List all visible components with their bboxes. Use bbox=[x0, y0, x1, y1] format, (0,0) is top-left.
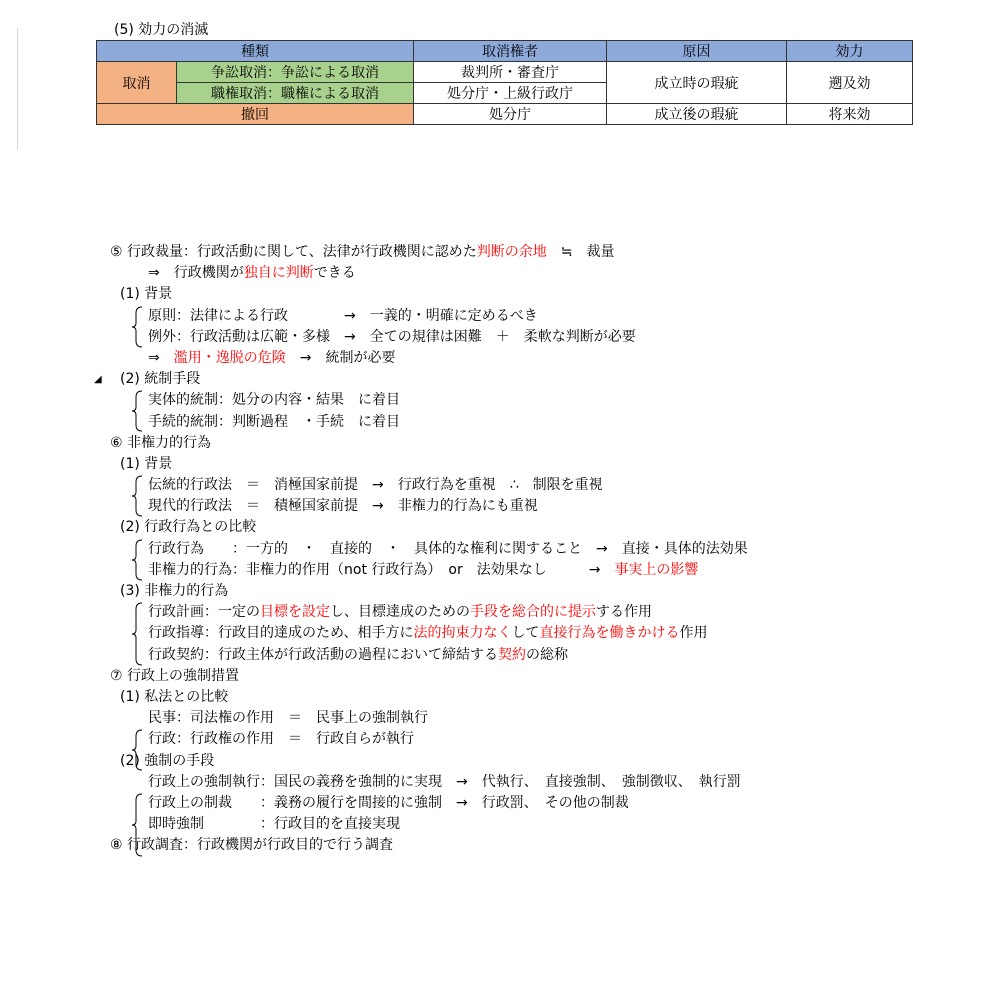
bullet-line: 行政：行政権の作用 ＝ 行政自らが執行 bbox=[148, 731, 414, 748]
subheading: ◢ (2) 統制手段 bbox=[110, 369, 748, 390]
bullet-line: 例外：行政活動は広範・多様 → 全ての規律は困難 ＋ 柔軟な判断が必要 bbox=[148, 328, 636, 345]
subheading: (1) 背景 bbox=[120, 286, 173, 303]
cell-torikeshi-effect: 遡及効 bbox=[787, 62, 913, 104]
cell-tekkai-authority: 処分庁 bbox=[414, 104, 607, 125]
cell-row2-authority: 処分庁・上級行政庁 bbox=[414, 83, 607, 104]
cell-torikeshi: 取消 bbox=[97, 62, 177, 104]
subheading: (1) 私法との比較 bbox=[120, 688, 229, 705]
cell-row2-type: 職権取消：職権による取消 bbox=[177, 83, 414, 104]
bullet-line: 行政上の強制執行：国民の義務を強制的に実現 → 代執行、 直接強制、 強制徴収、 執行罰 bbox=[148, 773, 741, 790]
header-effect: 効力 bbox=[787, 41, 913, 62]
bullet-line: 行政上の制裁 ：義務の履行を間接的に強制 → 行政罰、 その他の制裁 bbox=[148, 794, 629, 811]
cell-row1-authority: 裁判所・審査庁 bbox=[414, 62, 607, 83]
heading-administrative-investigation: ⑧ 行政調査：行政機関が行政目的で行う調査 bbox=[110, 837, 393, 854]
subheading: (2) 行政行為との比較 bbox=[120, 519, 257, 536]
bullet-line: 実体的統制：処分の内容・結果 に着目 bbox=[148, 392, 400, 409]
bullet-line: 行政指導：行政目的達成のため、相手方に法的拘束力なくして直接行為を働きかける作用 bbox=[148, 625, 708, 642]
subheading: (1) 背景 bbox=[120, 455, 173, 472]
header-cause: 原因 bbox=[607, 41, 787, 62]
bullet-line: 行政行為 ：一方的 ・ 直接的 ・ 具体的な権利に関すること → 直接・具体的法効果 bbox=[148, 540, 748, 557]
bullet-line: 行政契約：行政主体が行政活動の過程において締結する契約の総称 bbox=[148, 646, 568, 663]
subheading: (2) 強制の手段 bbox=[120, 752, 215, 769]
table-row bbox=[97, 104, 913, 125]
bullet-line: 伝統的行政法 ＝ 消極国家前提 → 行政行為を重視 ∴ 制限を重視 bbox=[148, 477, 603, 494]
subheading: (3) 非権力的行為 bbox=[120, 583, 229, 599]
cell-torikeshi-cause: 成立時の瑕疵 bbox=[607, 62, 787, 104]
heading-non-authoritative-acts: ⑥ 非権力的行為 bbox=[110, 434, 212, 451]
heading-administrative-discretion: ⑤ 行政裁量：行政活動に関して、法律が行政機関に認めた判断の余地 ≒ 裁量 bbox=[110, 244, 615, 260]
cell-tekkai-effect: 将来効 bbox=[787, 104, 913, 125]
bullet-line: 非権力的行為：非権力的作用（not 行政行為） or 法効果なし → 事実上の影響 bbox=[148, 561, 699, 578]
collapse-triangle-icon[interactable]: ◢ bbox=[94, 374, 102, 386]
bullet-line: 原則：法律による行政 → 一義的・明確に定めるべき bbox=[148, 307, 538, 324]
bullet-line: 現代的行政法 ＝ 積極国家前提 → 非権力的行為にも重視 bbox=[148, 498, 538, 515]
cell-tekkai-cause: 成立後の瑕疵 bbox=[607, 104, 787, 125]
cell-row1-type: 争訟取消：争訟による取消 bbox=[177, 62, 414, 83]
header-kind: 種類 bbox=[97, 41, 414, 62]
note-line: ⇒ 行政機関が独自に判断できる bbox=[148, 265, 356, 282]
header-authority: 取消権者 bbox=[414, 41, 607, 62]
cell-tekkai: 撤回 bbox=[97, 104, 414, 125]
outline-notes bbox=[94, 242, 748, 856]
effect-table bbox=[96, 40, 913, 125]
table-header-row bbox=[97, 41, 913, 62]
heading-enforcement-measures: ⑦ 行政上の強制措置 bbox=[110, 667, 240, 684]
margin-rule bbox=[17, 28, 18, 150]
bullet-line: 即時強制 ：行政目的を直接実現 bbox=[148, 816, 400, 833]
table-row bbox=[97, 62, 913, 83]
bullet-line: 行政計画：一定の目標を設定し、目標達成のための手段を総合的に提示する作用 bbox=[148, 604, 652, 621]
bullet-line: ⇒ 濫用・逸脱の危険 → 統制が必要 bbox=[148, 349, 396, 366]
bullet-line: 手続的統制：判断過程 ・手続 に着目 bbox=[148, 413, 400, 430]
bullet-line: 民事：司法権の作用 ＝ 民事上の強制執行 bbox=[148, 710, 428, 727]
section-title: (5) 効力の消滅 bbox=[114, 22, 209, 38]
